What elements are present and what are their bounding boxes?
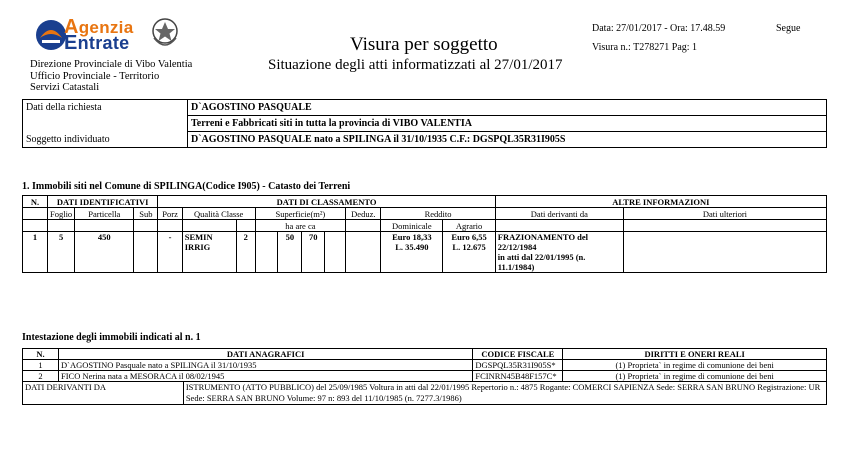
dati-richiesta-label: Dati della richiesta	[23, 100, 188, 116]
list-item: 1 D`AGOSTINO Pasquale nato a SPILINGA il 31/10/1935 DGSPQL35R31I905S* (1) Proprieta` in regime di comunione dei beni	[23, 360, 827, 371]
italian-republic-emblem-icon	[150, 16, 180, 50]
table-row: 1 5 450 - SEMIN IRRIG 2 50 70 Euro 18,33 L. 35.490 Euro 6,55 L. 12.675 FRAZIONAMENTO del 22/12/1984 in atti dal 22/01/1995 (n. 11.1/1984)	[23, 232, 827, 273]
terreni-table	[22, 195, 827, 273]
owners-col-cf: CODICE FISCALE	[473, 349, 563, 360]
unit-ha-are-ca: ha are ca	[255, 220, 346, 232]
document-title: Visura per soggetto	[350, 34, 498, 55]
requested-name: D`AGOSTINO PASQUALE	[188, 100, 827, 116]
owners-col-diritti: DIRITTI E ONERI REALI	[563, 349, 827, 360]
section-2-title: Intestazione degli immobili indicati al n. 1	[22, 332, 201, 343]
col-n-header: N.	[23, 196, 48, 208]
office-line-2: Ufficio Provinciale - Territorio	[30, 71, 160, 82]
segue-label: Segue	[776, 23, 801, 34]
col-porz: Porz	[158, 208, 182, 220]
office-line-3: Servizi Catastali	[30, 82, 100, 93]
office-line-1: Direzione Provinciale di Vibo Valentia	[30, 59, 193, 70]
logo-entrate-text: Entrate	[64, 32, 130, 54]
col-reddito: Reddito	[381, 208, 495, 220]
list-item: 2 FICO Nerina nata a MESORACA il 08/02/1945 FCINRN45B48F157C* (1) Proprieta` in regime di comunione dei beni	[23, 371, 827, 382]
unit-dominicale: Dominicale	[381, 220, 443, 232]
section-1-title: 1. Immobili siti nel Comune di SPILINGA(Codice I905) - Catasto dei Terreni	[22, 181, 351, 192]
logo-agenzia-text: Agenzia	[64, 16, 134, 38]
visura-number: Visura n.: T278271 Pag: 1	[592, 42, 698, 53]
col-foglio: Foglio	[47, 208, 74, 220]
request-table	[22, 99, 827, 148]
col-sub: Sub	[134, 208, 158, 220]
date-time: Data: 27/01/2017 - Ora: 17.48.59	[592, 23, 726, 34]
col-dati-ulteriori: Dati ulteriori	[623, 208, 826, 220]
dati-identificativi-header: DATI IDENTIFICATIVI	[47, 196, 157, 208]
soggetto-value: D`AGOSTINO PASQUALE nato a SPILINGA il 31/10/1935 C.F.: DGSPQL35R31I905S	[188, 132, 827, 148]
dati-derivanti-label: DATI DERIVANTI DA	[23, 382, 184, 405]
unit-agrario: Agrario	[443, 220, 495, 232]
col-particella: Particella	[75, 208, 134, 220]
altre-informazioni-header: ALTRE INFORMAZIONI	[495, 196, 826, 208]
soggetto-label: Soggetto individuato	[23, 132, 188, 148]
dati-derivanti-value: ISTRUMENTO (ATTO PUBBLICO) del 25/09/1985 Voltura in atti dal 22/01/1995 Repertorio n.: 4875 Rogante: COMERCI SAPIENZA Sede: SERRA SAN BRUNO Registrazione: UR Sede: SERRA SAN BRUNO Volume: 97 n: 893 del 11/10/1985 (n. 7277.3/1986)	[183, 382, 826, 405]
request-scope: Terreni e Fabbricati siti in tutta la provincia di VIBO VALENTIA	[188, 116, 827, 132]
document-subtitle: Situazione degli atti informatizzati al 27/01/2017	[268, 57, 563, 73]
col-qualita-classe: Qualità Classe	[182, 208, 255, 220]
col-superficie: Superficie(m²)	[255, 208, 346, 220]
dati-classamento-header: DATI DI CLASSAMENTO	[158, 196, 495, 208]
agenzia-entrate-logo-mark	[34, 18, 68, 52]
col-deduz: Deduz.	[346, 208, 381, 220]
owners-col-anagrafici: DATI ANAGRAFICI	[58, 349, 472, 360]
col-dati-derivanti: Dati derivanti da	[495, 208, 623, 220]
owners-col-n: N.	[23, 349, 59, 360]
owners-table	[22, 348, 827, 405]
